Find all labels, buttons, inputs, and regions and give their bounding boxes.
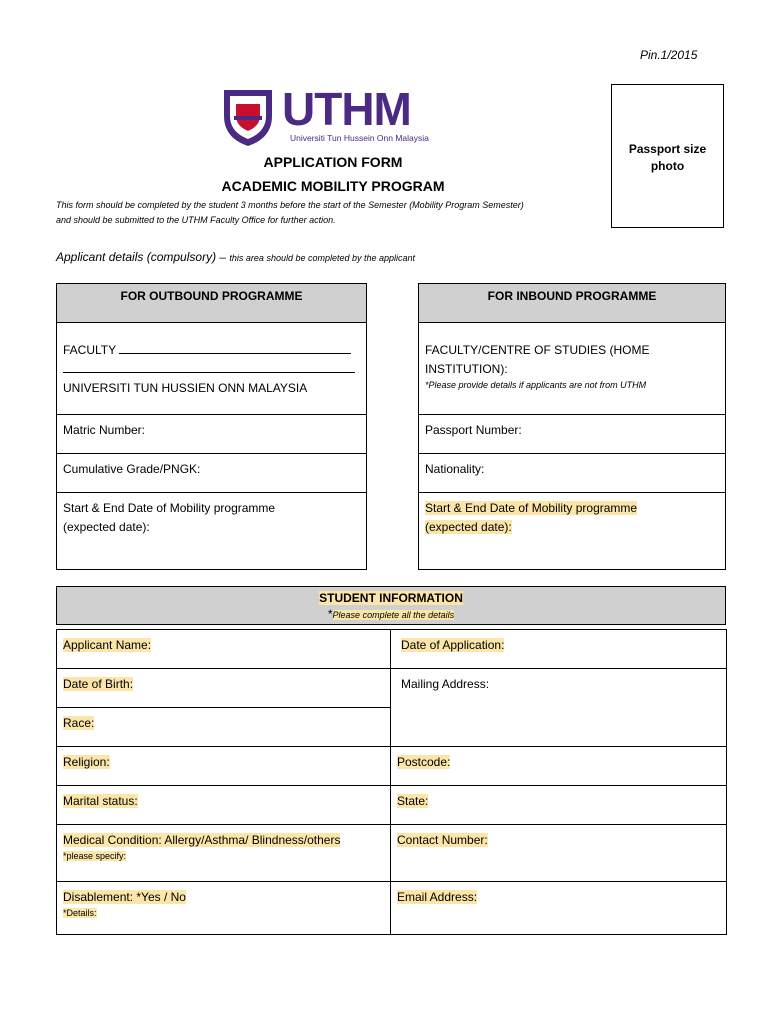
medical-condition-label: Medical Condition: Allergy/Asthma/ Blindness/others (63, 833, 341, 847)
inbound-faculty-label-1: FACULTY/CENTRE OF STUDIES (HOME (425, 343, 650, 357)
uthm-crest-logo (220, 86, 276, 148)
applicant-details-heading (56, 250, 415, 264)
marital-status-label: Marital status: (63, 794, 138, 808)
state-field[interactable] (391, 786, 727, 825)
cgpa-label: Cumulative Grade/PNGK: (63, 462, 201, 476)
contact-number-field[interactable] (391, 825, 727, 882)
medical-condition-note: *please specify: (63, 851, 127, 861)
inbound-header: FOR INBOUND PROGRAMME (419, 284, 726, 323)
applicant-name-field[interactable] (57, 630, 391, 669)
matric-number-label: Matric Number: (63, 423, 146, 437)
inbound-dates-label-1: Start & End Date of Mobility programme (425, 501, 638, 515)
faculty-line (119, 353, 351, 354)
matric-number-field[interactable] (57, 415, 367, 454)
nationality-label: Nationality: (425, 462, 485, 476)
mailing-address-field[interactable] (391, 669, 727, 747)
cgpa-field[interactable] (57, 454, 367, 493)
outbound-dates-label-1: Start & End Date of Mobility programme (63, 501, 276, 515)
applicant-name-label: Applicant Name: (63, 638, 152, 652)
date-application-label: Date of Application: (401, 638, 505, 652)
race-field[interactable] (57, 708, 391, 747)
logo-wordmark: UTHM (282, 83, 411, 135)
outbound-dates-field[interactable] (57, 493, 367, 570)
form-title: APPLICATION FORM (263, 154, 403, 170)
religion-label: Religion: (63, 755, 110, 769)
applicant-details-note: this area should be completed by the applicant (229, 253, 416, 263)
inbound-dates-field[interactable] (419, 493, 726, 570)
outbound-table (56, 283, 367, 570)
outbound-faculty-field[interactable] (57, 323, 367, 415)
student-info-header-table (56, 586, 726, 625)
mailing-address-label: Mailing Address: (401, 677, 490, 691)
email-address-label: Email Address: (397, 890, 478, 904)
inbound-dates-label-2: (expected date): (425, 520, 512, 534)
outbound-header: FOR OUTBOUND PROGRAMME (57, 284, 367, 323)
disablement-field[interactable] (57, 882, 391, 935)
marital-status-field[interactable] (57, 786, 391, 825)
dob-label: Date of Birth: (63, 677, 134, 691)
student-info-subtitle: Please complete all the details (332, 610, 455, 620)
email-address-field[interactable] (391, 882, 727, 935)
student-info-table (56, 629, 727, 935)
student-info-star: * (327, 607, 333, 621)
outbound-faculty-label: FACULTY (63, 343, 116, 357)
logo-subtitle: Universiti Tun Hussein Onn Malaysia (290, 133, 429, 143)
passport-number-label: Passport Number: (425, 423, 522, 437)
applicant-details-label: Applicant details (compulsory) – (56, 250, 227, 264)
reference-number: Pin.1/2015 (640, 48, 698, 62)
contact-number-label: Contact Number: (397, 833, 488, 847)
date-application-field[interactable] (391, 630, 727, 669)
postcode-field[interactable] (391, 747, 727, 786)
inbound-faculty-note: *Please provide details if applicants are not from UTHM (425, 380, 647, 390)
faculty-line-2 (63, 364, 355, 373)
form-subtitle: ACADEMIC MOBILITY PROGRAM (221, 178, 445, 194)
disablement-note: *Details: (63, 908, 97, 918)
religion-field[interactable] (57, 747, 391, 786)
student-info-title: STUDENT INFORMATION (319, 591, 463, 605)
inbound-faculty-field[interactable] (419, 323, 726, 415)
medical-condition-field[interactable] (57, 825, 391, 882)
inbound-table (418, 283, 726, 570)
passport-number-field[interactable] (419, 415, 726, 454)
outbound-university: UNIVERSITI TUN HUSSIEN ONN MALAYSIA (63, 381, 308, 395)
state-label: State: (397, 794, 429, 808)
inbound-faculty-label-2: INSTITUTION): (425, 362, 508, 376)
nationality-field[interactable] (419, 454, 726, 493)
outbound-dates-label-2: (expected date): (63, 520, 150, 534)
intro-line-1: This form should be completed by the student 3 months before the start of the Semester (Mobility Program Semester) (56, 200, 524, 210)
student-info-header (57, 587, 726, 625)
race-label: Race: (63, 716, 95, 730)
passport-photo-label: Passport size photo (628, 142, 707, 173)
disablement-label: Disablement: *Yes / No (63, 890, 186, 904)
intro-line-2: and should be submitted to the UTHM Faculty Office for further action. (56, 215, 336, 225)
dob-field[interactable] (57, 669, 391, 708)
postcode-label: Postcode: (397, 755, 451, 769)
